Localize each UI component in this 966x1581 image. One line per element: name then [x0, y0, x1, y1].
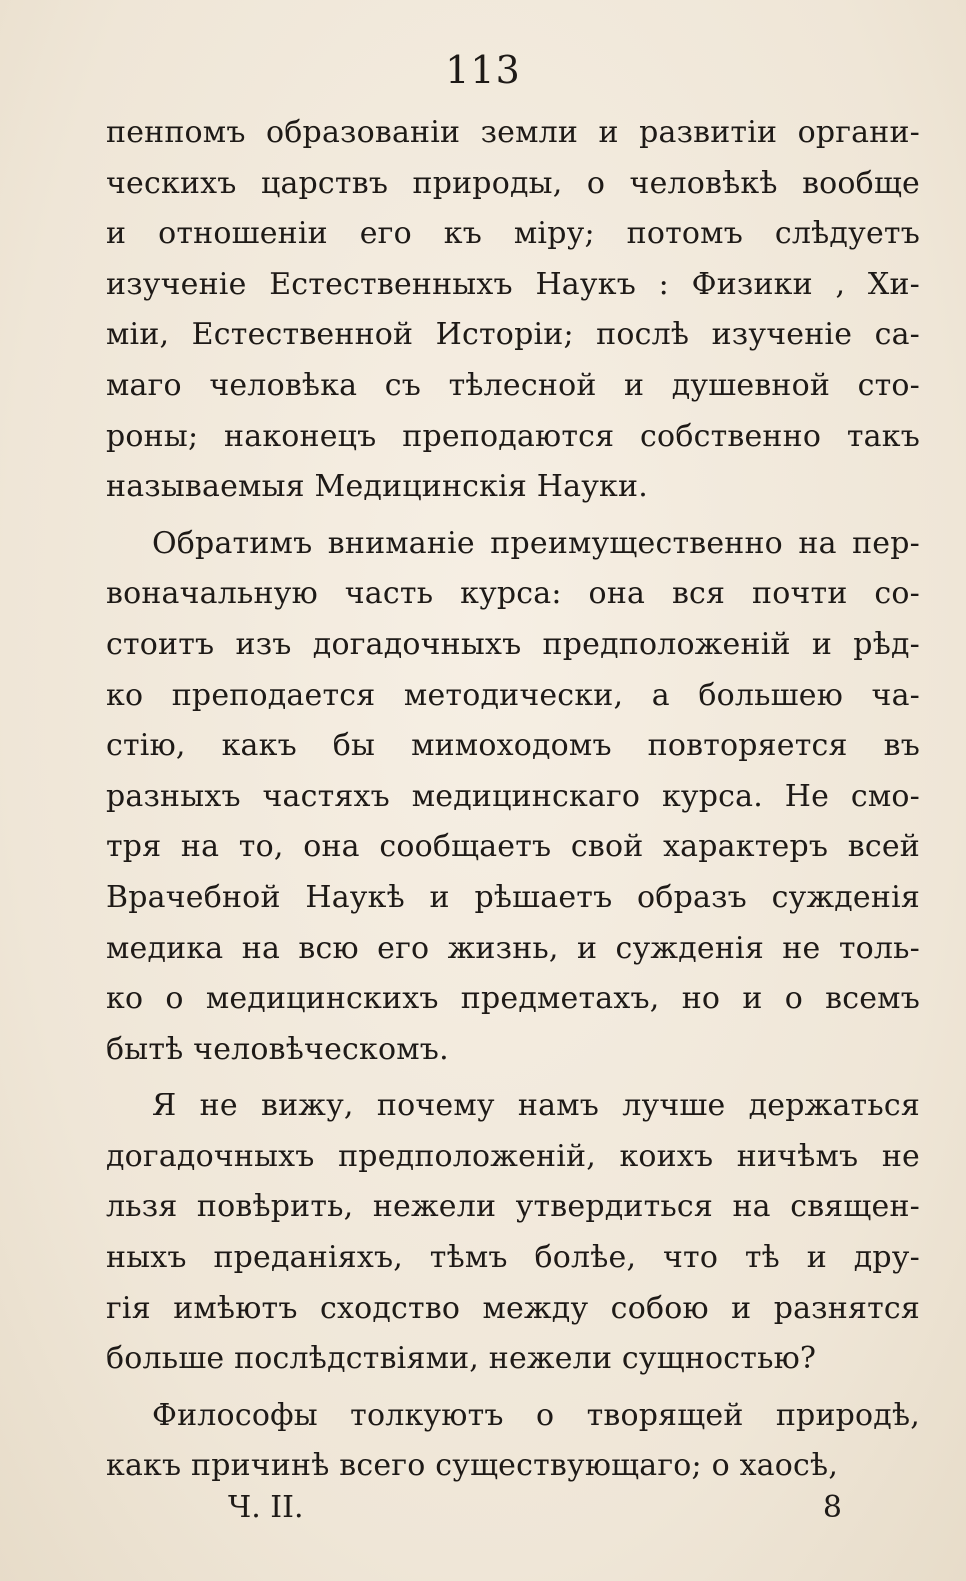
- text-line: Обратимъ вниманіе преимущественно на пер-: [152, 525, 920, 561]
- paragraph: [106, 108, 920, 513]
- text-line: называемыя Медицинскія Науки.: [106, 469, 648, 505]
- text-line: разныхъ частяхъ медицинскаго курса. Не смо-: [106, 778, 920, 814]
- text-line: льзя повѣрить, нежели утвердиться на священ-: [106, 1189, 920, 1225]
- text-line: медика на всю его жизнь, и сужденія не толь-: [106, 930, 920, 966]
- text-line: стоитъ изъ догадочныхъ предположеній и рѣд-: [106, 626, 920, 662]
- text-line: Врачебной Наукѣ и рѣшаетъ образъ сужденія: [106, 879, 920, 915]
- text-line: какъ причинѣ всего существующаго; о хаосѣ,: [106, 1448, 839, 1484]
- text-line: роны; наконецъ преподаются собственно такъ: [106, 418, 920, 454]
- text-line: бытѣ человѣческомъ.: [106, 1031, 449, 1067]
- page-number: 113: [445, 48, 521, 92]
- footer-signature: Ч. II.: [228, 1490, 304, 1525]
- text-line: маго человѣка съ тѣлесной и душевной сто-: [106, 367, 920, 403]
- text-line: пенпомъ образованіи земли и развитіи органи-: [106, 115, 920, 150]
- text-line: ческихъ царствъ природы, о человѣкѣ вообще: [106, 165, 920, 201]
- footer-signature-mark: 8: [822, 1490, 842, 1525]
- text-line: тря на то, она сообщаетъ свой характеръ всей: [106, 829, 920, 865]
- paragraph: [106, 1391, 920, 1492]
- body-text: [106, 108, 920, 1492]
- text-line: Философы толкуютъ о творящей природѣ,: [152, 1397, 920, 1433]
- paragraph: [106, 1081, 920, 1385]
- text-line: больше послѣдствіями, нежели сущностью?: [106, 1341, 817, 1377]
- text-line: и отношеніи его къ міру; потомъ слѣдуетъ: [106, 216, 920, 252]
- text-line: ныхъ преданіяхъ, тѣмъ болѣе, что тѣ и дру-: [106, 1240, 920, 1276]
- paragraph: [106, 519, 920, 1076]
- text-line: гія имѣютъ сходство между собою и разнятся: [106, 1290, 920, 1326]
- text-line: изученіе Естественныхъ Наукъ : Физики , Хи-: [106, 266, 920, 302]
- text-line: догадочныхъ предположеній, коихъ ничѣмъ не: [106, 1138, 920, 1174]
- text-line: воначальную часть курса: она вся почти со-: [106, 576, 920, 612]
- text-line: ко о медицинскихъ предметахъ, но и о всемъ: [106, 981, 920, 1017]
- text-line: міи, Естественной Исторіи; послѣ изученіе са-: [106, 317, 920, 353]
- text-line: Я не вижу, почему намъ лучше держаться: [152, 1088, 920, 1124]
- text-line: ко преподается методически, а большею ча-: [106, 677, 920, 713]
- page-footer: [228, 1488, 842, 1528]
- text-line: стію, какъ бы мимоходомъ повторяется въ: [106, 728, 920, 764]
